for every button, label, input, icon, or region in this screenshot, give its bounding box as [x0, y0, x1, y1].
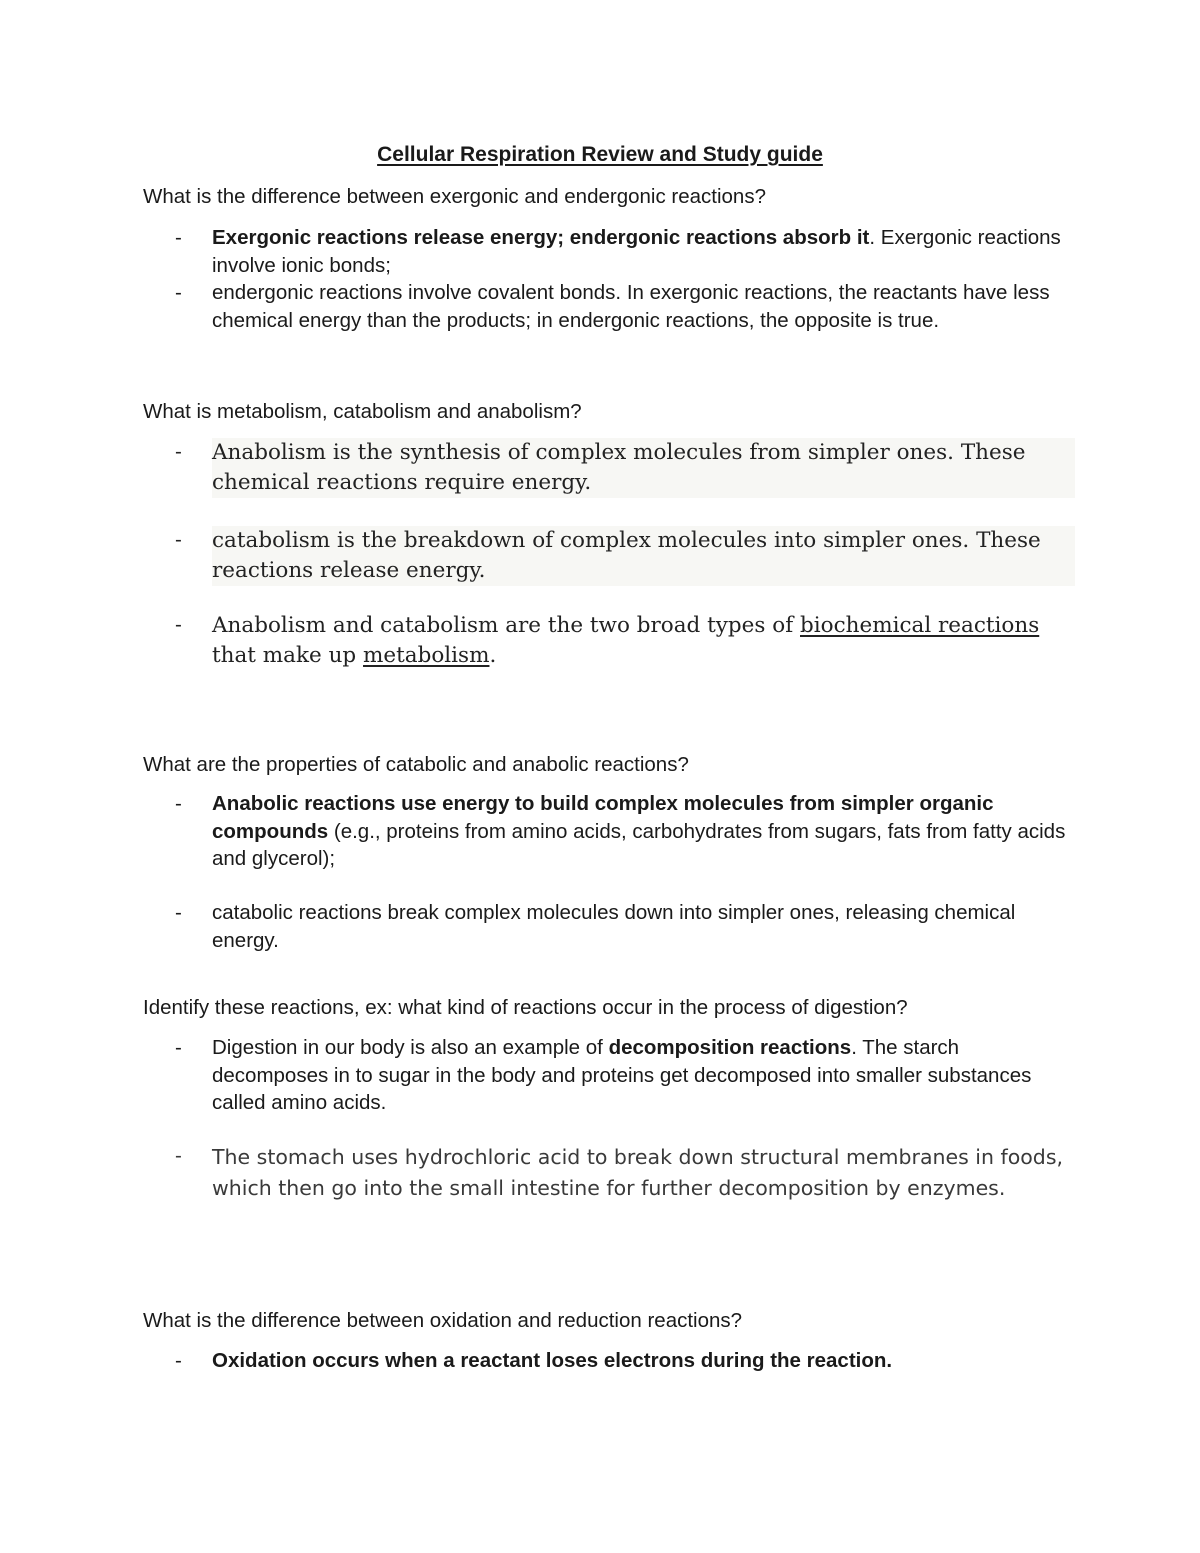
question-exergonic-endergonic: What is the difference between exergonic and endergonic reactions?: [143, 185, 766, 208]
list-item: [175, 526, 1075, 586]
bullet-dash: -: [175, 1144, 182, 1167]
answer-text: (e.g., proteins from amino acids, carbohydrates from sugars, fats from fatty acids and glycerol);: [212, 819, 1066, 870]
list-item: [175, 611, 1075, 671]
answer-text: . Exergonic reactions involve ionic bonds;: [212, 226, 1061, 277]
bullet-dash: -: [175, 281, 182, 304]
bullet-dash: -: [175, 226, 182, 249]
list-item: [175, 790, 1075, 873]
question-digestion: Identify these reactions, ex: what kind of reactions occur in the process of digestion?: [143, 996, 908, 1019]
answer-text: catabolic reactions break complex molecules down into simpler ones, releasing chemical energy.: [212, 901, 1016, 952]
list-item: [175, 1347, 1075, 1375]
list-item: [175, 1142, 1075, 1204]
bold-answer: Anabolic reactions use energy to build complex molecules from simpler organic compounds: [212, 792, 994, 843]
list-item: [175, 899, 1075, 954]
answer-text: Anabolism and catabolism are the two broad types of: [212, 613, 800, 638]
list-item: [175, 279, 1075, 334]
list-item: [175, 438, 1075, 498]
bullet-dash: -: [175, 440, 182, 463]
bullet-dash: -: [175, 1036, 182, 1059]
bold-answer: Oxidation occurs when a reactant loses electrons during the reaction.: [212, 1349, 893, 1372]
list-item: [175, 1034, 1075, 1117]
bullet-dash: -: [175, 1349, 182, 1372]
question-oxidation-reduction: What is the difference between oxidation and reduction reactions?: [143, 1309, 743, 1332]
question-properties: What are the properties of catabolic and anabolic reactions?: [143, 753, 689, 776]
list-item: [175, 224, 1075, 279]
bold-answer: Exergonic reactions release energy; endergonic reactions absorb it: [212, 226, 870, 249]
answer-text: Anabolism is the synthesis of complex molecules from simpler ones. These chemical reactions require energy.: [212, 438, 1075, 498]
question-metabolism: What is metabolism, catabolism and anabolism?: [143, 400, 582, 423]
period: .: [489, 643, 497, 668]
bullet-dash: -: [175, 901, 182, 924]
bullet-dash: -: [175, 792, 182, 815]
answer-text: Digestion in our body is also an example of: [212, 1036, 609, 1059]
answer-text: catabolism is the breakdown of complex molecules into simpler ones. These reactions release energy.: [212, 526, 1075, 586]
answer-text: that make up: [212, 643, 364, 668]
answer-text: endergonic reactions involve covalent bonds. In exergonic reactions, the reactants have less chemical energy than the products; in endergonic reactions, the opposite is true.: [212, 281, 1050, 332]
biochemical-reactions-link[interactable]: biochemical reactions: [800, 613, 1040, 638]
answer-text: . The starch decomposes in to sugar in the body and proteins get decomposed into smaller substances called amino acids.: [212, 1036, 1032, 1114]
metabolism-link[interactable]: metabolism: [363, 643, 490, 668]
bold-answer: decomposition reactions: [608, 1036, 852, 1059]
bullet-dash: -: [175, 528, 182, 551]
bullet-dash: -: [175, 613, 182, 636]
answer-text: The stomach uses hydrochloric acid to break down structural membranes in foods, which then go into the small intestine for further decomposition by enzymes.: [212, 1145, 1064, 1200]
document-title: Cellular Respiration Review and Study guide: [377, 143, 823, 166]
